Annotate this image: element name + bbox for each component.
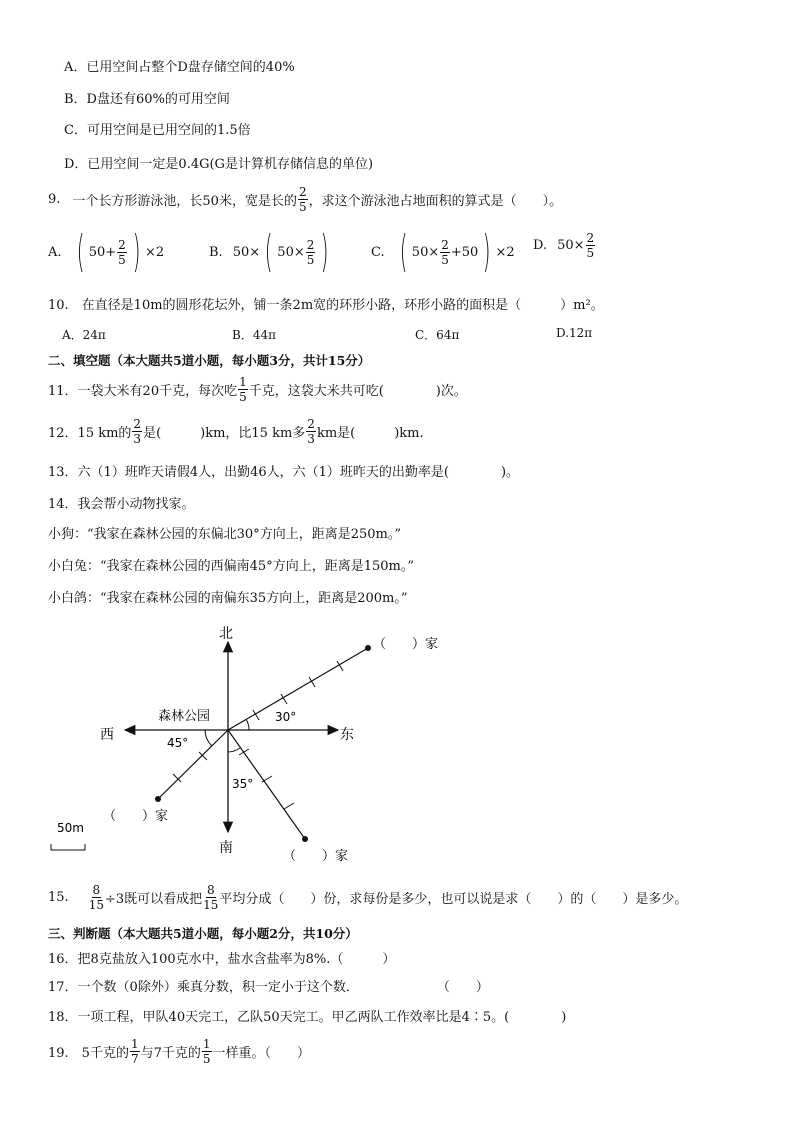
angle-arc-ne bbox=[246, 719, 249, 730]
q10-option-b: B．44π bbox=[232, 328, 276, 342]
q16: 16．把8克盐放入100克水中，盐水含盐率为8%.（ ） bbox=[48, 952, 396, 967]
q9-text-before: 一个长方形游泳池，长50米，宽是长的 bbox=[72, 194, 297, 209]
label-angle-sw: 45° bbox=[167, 736, 189, 750]
sw-home-dot bbox=[155, 796, 161, 802]
q9-option-b: B. 50× ( 50× $\frac{2}{5}$ ) bbox=[209, 226, 329, 277]
q8-option-c: C．可用空间是已用空间的1.5倍 bbox=[64, 123, 251, 138]
label-home-ne: （ ）家 bbox=[373, 637, 439, 652]
label-center: 森林公园 bbox=[158, 709, 211, 724]
se-home-dot bbox=[302, 836, 308, 842]
q14-dog: 小狗：“我家在森林公园的东偏北30°方向上，距离是250m。” bbox=[48, 527, 401, 542]
q14-pigeon: 小白鸽：“我家在森林公园的南偏东35方向上，距离是200m。” bbox=[48, 591, 408, 606]
q18: 18．一项工程，甲队40天完工，乙队50天完工。甲乙两队工作效率比是4∶5。( ) bbox=[48, 1010, 567, 1025]
q8-option-b: B．D盘还有60%的可用空间 bbox=[64, 92, 230, 107]
section-3-heading: 三、判断题（本大题共5道小题，每小题2分，共10分） bbox=[48, 926, 358, 941]
q10-stem: 10. 在直径是10m的圆形花坛外，铺一条2m宽的环形小路，环形小路的面积是（ ）m²。 bbox=[48, 298, 604, 313]
direction-diagram bbox=[0, 610, 794, 870]
q9-option-c: C. ( 50× $\frac{2}{5}$ +50 ) ×2 bbox=[371, 226, 515, 277]
ne-ray-ticks bbox=[253, 661, 343, 720]
q12: 12．15 km的 $\frac{2}{3}$ 是( )km，比15 km多 $\frac{2}{3}$ km是( )km. bbox=[48, 417, 424, 446]
label-east: 东 bbox=[340, 727, 354, 743]
ne-home-dot bbox=[365, 645, 371, 651]
q10-option-c: C．64π bbox=[415, 328, 460, 342]
q11: 11．一袋大米有20千克，每次吃 $\frac{1}{5}$ 千克，这袋大米共可吃( )次。 bbox=[48, 375, 467, 404]
label-home-se: （ ）家 bbox=[283, 849, 349, 864]
angle-arc-sw bbox=[205, 730, 212, 746]
q9-text-after: ，求这个游泳池占地面积的算式是（ ）。 bbox=[308, 194, 563, 209]
q13: 13．六（1）班昨天请假4人，出勤46人，六（1）班昨天的出勤率是( )。 bbox=[48, 465, 520, 480]
q9-option-d: D. 50× $\frac{2}{5}$ bbox=[533, 231, 595, 260]
label-home-sw: （ ）家 bbox=[103, 809, 169, 824]
q9-stem bbox=[48, 186, 562, 213]
label-angle-ne: 30° bbox=[275, 710, 297, 724]
q17: 17．一个数（0除外）乘真分数，积一定小于这个数． （ ） bbox=[48, 980, 489, 995]
ne-ray bbox=[228, 648, 368, 730]
q19: 19. 5千克的 $\frac{1}{7}$ 与7千克的 $\frac{1}{5}$ 一样重。（ ） bbox=[48, 1037, 311, 1066]
label-angle-se: 35° bbox=[232, 777, 254, 791]
label-north: 北 bbox=[219, 626, 233, 642]
q9-option-a: A. ( 50+ $\frac{2}{5}$ ) ×2 bbox=[48, 226, 165, 277]
q14-title: 14．我会帮小动物找家。 bbox=[48, 497, 195, 512]
angle-arc-se bbox=[228, 748, 240, 752]
label-west: 西 bbox=[100, 727, 114, 743]
q15: 15. $\frac{8}{15}$ ÷3既可以看成把 $\frac{8}{15}$ 平均分成（ ）份，求每份是多少，也可以说是求（ ）的（ ）是多少。 bbox=[48, 883, 688, 912]
section-2-heading: 二、填空题（本大题共5道小题，每小题3分，共计15分） bbox=[48, 353, 371, 368]
scale-bar bbox=[51, 844, 85, 850]
label-south: 南 bbox=[219, 840, 233, 856]
q9-fraction: $\frac{2}{5}$ bbox=[298, 185, 307, 214]
q14-rabbit: 小白兔：“我家在森林公园的西偏南45°方向上，距离是150m。” bbox=[48, 559, 414, 574]
q8-option-a: A．已用空间占整个D盘存储空间的40% bbox=[64, 60, 295, 75]
q10-option-a: A．24π bbox=[62, 328, 106, 342]
q10-option-d: D.12π bbox=[556, 326, 593, 340]
label-scale: 50m bbox=[57, 821, 84, 835]
q9-number: 9. bbox=[48, 192, 61, 207]
q8-option-d: D．已用空间一定是0.4G(G是计算机存储信息的单位) bbox=[64, 157, 374, 172]
